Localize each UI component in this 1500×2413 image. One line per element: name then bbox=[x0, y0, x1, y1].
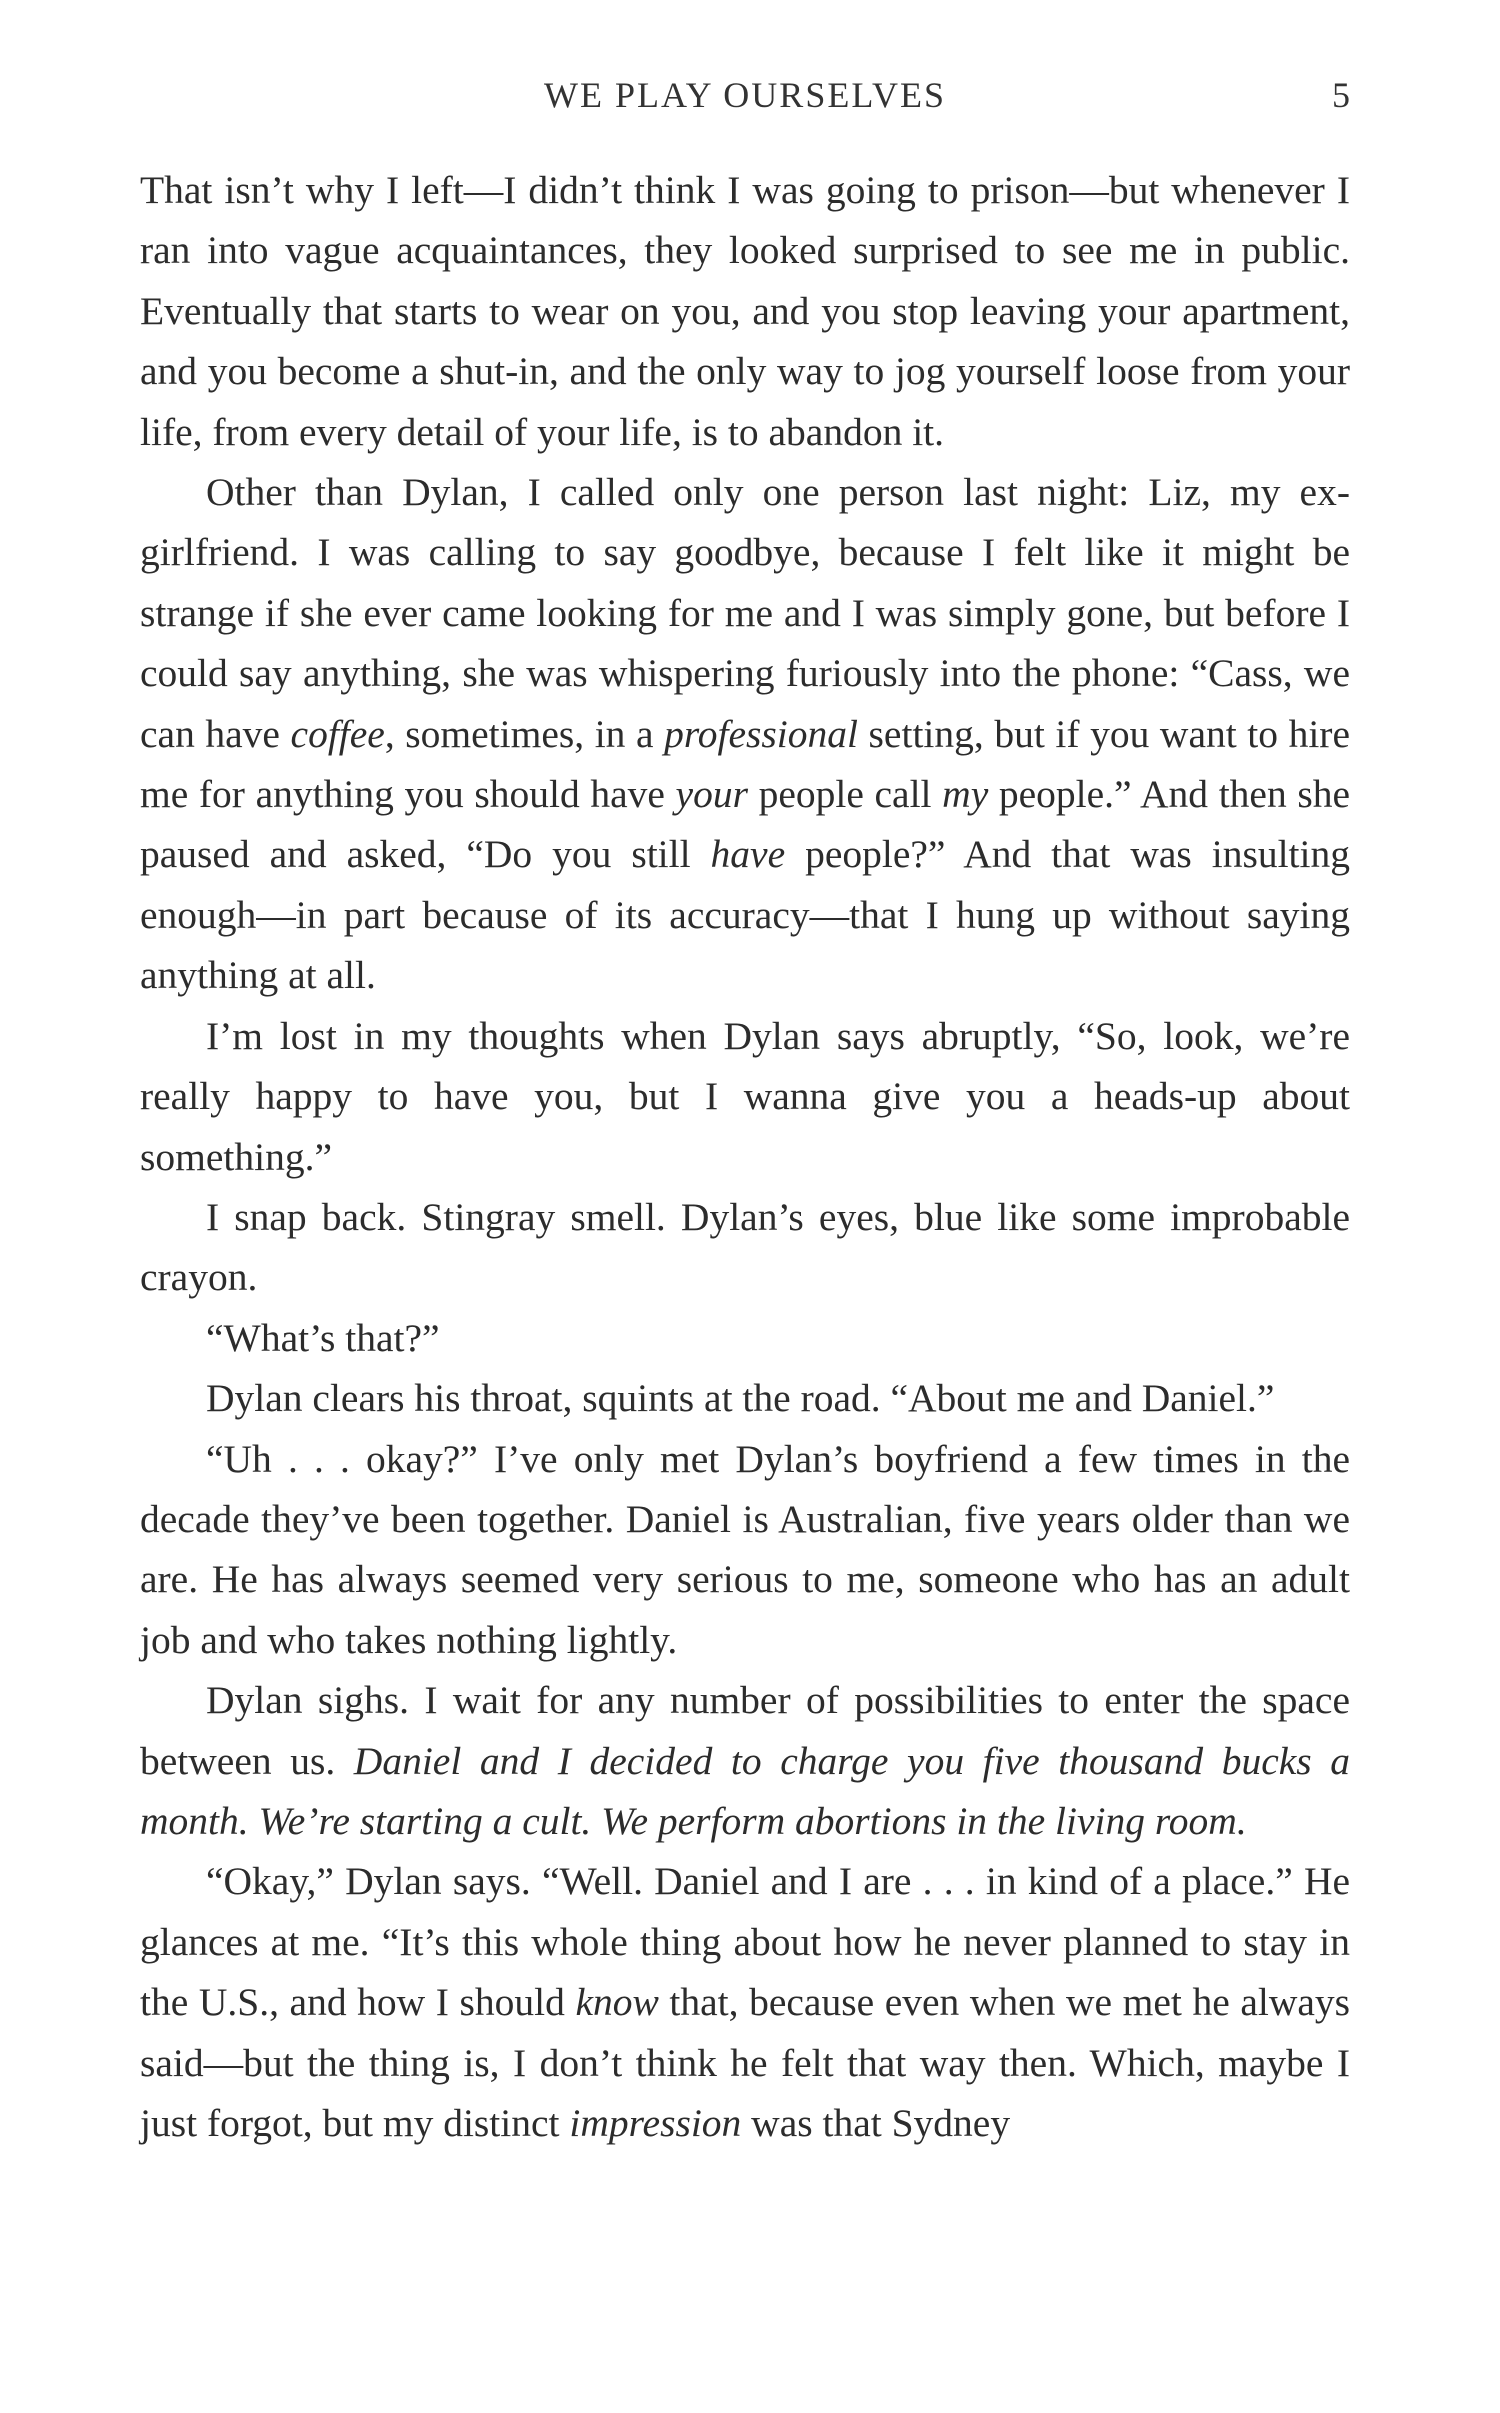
running-title: WE PLAY OURSELVES bbox=[543, 75, 947, 115]
paragraph: I’m lost in my thoughts when Dylan says abruptly, “So, look, we’re really happy to have you, but I wanna give you a heads-up about something.” bbox=[140, 1013, 1350, 1179]
body-text bbox=[140, 160, 1350, 2153]
paragraph: Dylan sighs. I wait for any number of possibilities to enter the space between us. Daniel and I decided to charge you five thousand bucks a month. We’re starting a cult. We perform abortions in the living room. bbox=[140, 1678, 1350, 1843]
paragraph: “Uh . . . okay?” I’ve only met Dylan’s boyfriend a few times in the decade they’ve been together. Daniel is Australian, five years older than we are. He has always seemed very serious to me, someone who has an adult job and who takes nothing lightly. bbox=[140, 1436, 1350, 1662]
paragraph: “Okay,” Dylan says. “Well. Daniel and I are . . . in kind of a place.” He glances at me. “It’s this whole thing about how he never planned to stay in the U.S., and how I should know that, because even when we met he always said—but the thing is, I don’t think he felt that way then. Which, maybe I just forgot, but my distinct impression was that Sydney bbox=[140, 1859, 1351, 2145]
paragraph: Other than Dylan, I called only one person last night: Liz, my ex-girlfriend. I was calling to say goodbye, because I felt like it might be strange if she ever came looking for me and I was simply gone, but before I could say anything, she was whispering furiously into the phone: “Cass, we can have coffee, sometimes, in a professional setting, but if you want to hire me for anything you should have your people call my people.” And then she paused and asked, “Do you still have people?” And that was insulting enough—in part because of its accuracy—that I hung up without saying anything at all. bbox=[140, 470, 1350, 998]
paragraph: Dylan clears his throat, squints at the road. “About me and Daniel.” bbox=[206, 1376, 1275, 1421]
page-number: 5 bbox=[1332, 75, 1350, 115]
paragraph: That isn’t why I left—I didn’t think I was going to prison—but whenever I ran into vague acquaintances, they looked surprised to see me in public. Eventually that starts to wear on you, and you stop leaving your apartment, and you become a shut-in, and the only way to jog yourself loose from your life, from every detail of your life, is to abandon it. bbox=[140, 168, 1350, 454]
paragraph: “What’s that?” bbox=[206, 1315, 440, 1360]
running-head bbox=[140, 74, 1350, 124]
paragraph: I snap back. Stingray smell. Dylan’s eyes, blue like some improbable crayon. bbox=[140, 1194, 1350, 1300]
